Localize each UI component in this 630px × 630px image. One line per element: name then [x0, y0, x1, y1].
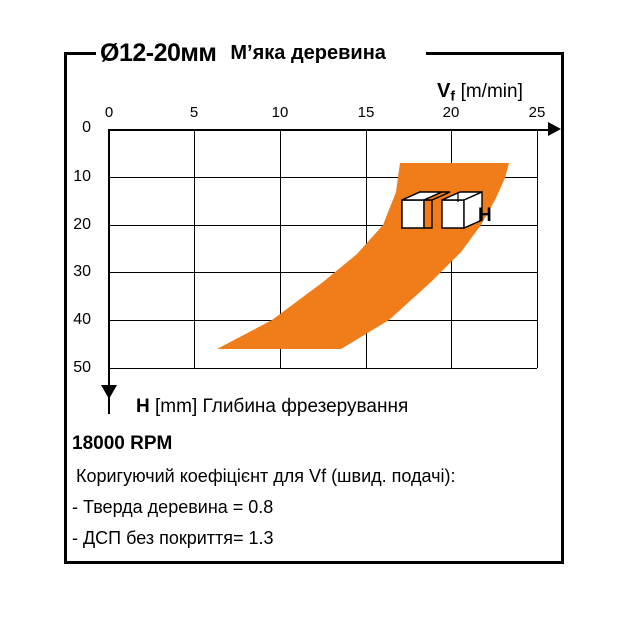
y-tick-label: 30 — [73, 263, 91, 280]
y-tick-label: 0 — [82, 119, 91, 136]
y-axis-caption-unit: [mm] — [155, 396, 198, 417]
x-tick-label: 5 — [189, 104, 199, 121]
diameter-label: Ø12-20мм — [100, 38, 217, 67]
x-axis-label — [437, 80, 523, 104]
y-tick-label: 40 — [73, 311, 91, 328]
gridline-vertical — [537, 130, 538, 368]
y-axis-caption-text: Глибина фрезерування — [202, 396, 409, 417]
x-tick-label: 20 — [442, 104, 460, 121]
material-label: М’яка деревина — [230, 41, 386, 64]
y-axis-caption — [136, 396, 408, 418]
rpm-label: 18000 RPM — [72, 433, 173, 454]
gridline-horizontal — [109, 368, 537, 369]
x-axis-label-sub: f — [450, 87, 456, 104]
x-tick-label: 15 — [357, 104, 375, 121]
correction-title: Коригуючий коефіцієнт для Vf (швид. подачі): — [76, 466, 456, 486]
x-axis-label-unit: [m/min] — [460, 81, 523, 102]
x-tick-label: 0 — [104, 104, 114, 121]
x-tick-label: 25 — [528, 104, 546, 121]
y-tick-label: 50 — [73, 359, 91, 376]
plot-area — [73, 104, 546, 376]
correction-hardwood: - Тверда деревина = 0.8 — [72, 497, 274, 517]
correction-chipboard: - ДСП без покриття= 1.3 — [72, 528, 274, 548]
depth-letter-label: H — [478, 205, 492, 226]
chart-title — [100, 40, 386, 66]
y-axis-caption-symbol: H — [136, 396, 150, 417]
y-tick-label: 20 — [73, 216, 91, 233]
y-tick-label: 10 — [73, 168, 91, 185]
feed-rate-band — [109, 130, 537, 368]
cutting-depth-diagram — [398, 188, 488, 234]
x-tick-label: 10 — [271, 104, 289, 121]
x-axis-label-main: V — [437, 80, 451, 102]
